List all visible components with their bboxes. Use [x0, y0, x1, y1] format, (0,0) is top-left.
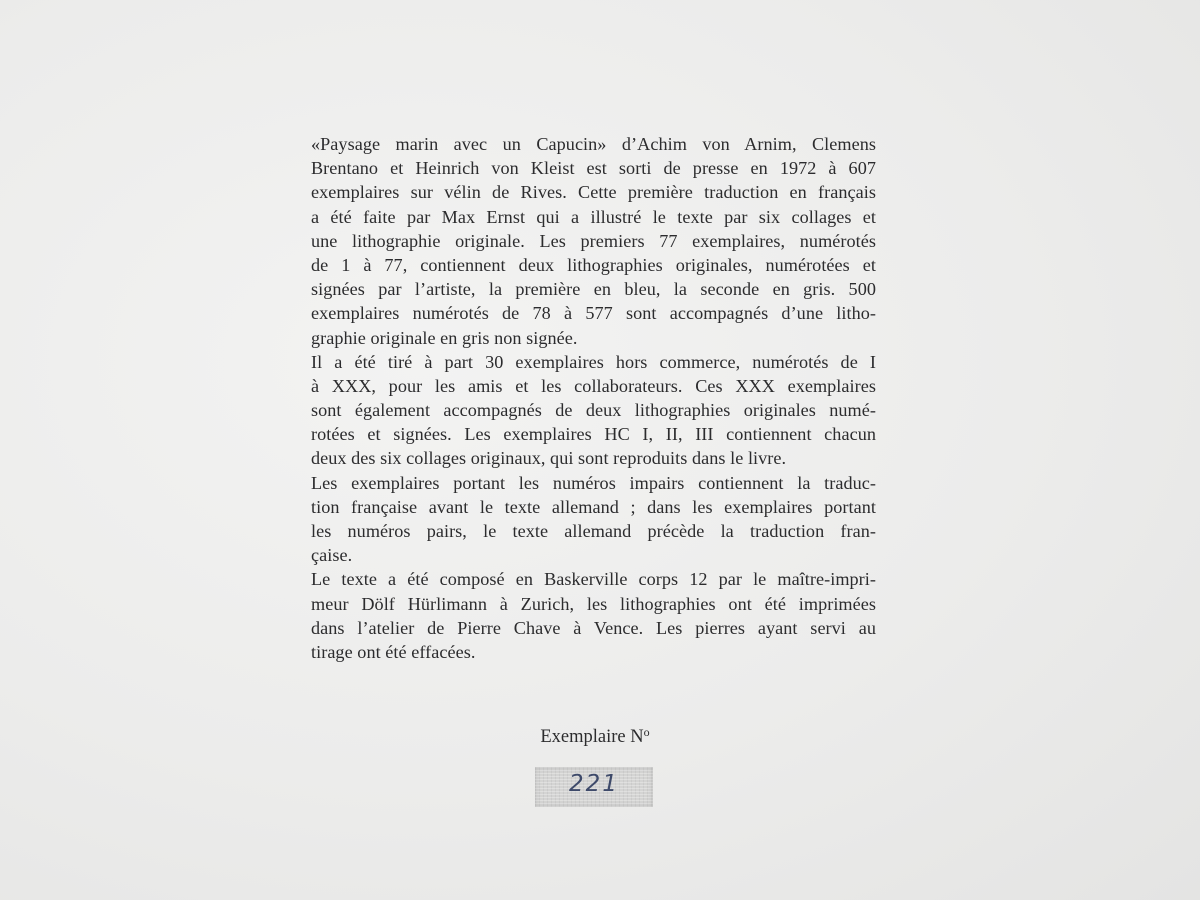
colophon-line: Les exemplaires portant les numéros impairs contiennent la traduc-: [311, 472, 876, 493]
colophon-line: rotées et signées. Les exemplaires HC I, II, III contiennent chacun: [311, 424, 876, 445]
colophon-line: sont également accompagnés de deux lithographies originales numé-: [311, 400, 876, 421]
colophon-line: meur Dölf Hürlimann à Zurich, les lithographies ont été imprimées: [311, 593, 876, 614]
colophon-line: a été faite par Max Ernst qui a illustré le texte par six collages et: [311, 206, 876, 227]
colophon-line: dans l’atelier de Pierre Chave à Vence. Les pierres ayant servi au: [311, 617, 876, 638]
copy-number-stamp: [535, 767, 653, 807]
colophon-line: de 1 à 77, contiennent deux lithographies originales, numérotées et: [311, 254, 876, 275]
copy-number-label: [0, 720, 1190, 749]
colophon-line: exemplaires numérotés de 78 à 577 sont accompagnés d’une litho-: [311, 303, 876, 324]
colophon-line: deux des six collages originaux, qui sont reproduits dans le livre.: [311, 448, 787, 469]
colophon-text: [311, 132, 876, 664]
copy-number-value: 221: [569, 771, 619, 797]
colophon-line: Il a été tiré à part 30 exemplaires hors commerce, numérotés de I: [311, 351, 876, 372]
colophon-line: signées par l’artiste, la première en bleu, la seconde en gris. 500: [311, 279, 876, 300]
colophon-line: Le texte a été composé en Baskerville corps 12 par le maître-impri-: [311, 569, 876, 590]
colophon-line: tirage ont été effacées.: [311, 641, 476, 662]
copy-number-label-superscript: o: [643, 725, 650, 739]
colophon-line: à XXX, pour les amis et les collaborateurs. Ces XXX exemplaires: [311, 375, 876, 396]
colophon-line: les numéros pairs, le texte allemand précède la traduction fran-: [311, 521, 876, 541]
colophon-line: «Paysage marin avec un Capucin» d’Achim von Arnim, Clemens: [311, 134, 876, 154]
colophon-line: çaise.: [311, 545, 353, 566]
colophon-line: Brentano et Heinrich von Kleist est sorti de presse en 1972 à 607: [311, 158, 876, 179]
colophon-line: exemplaires sur vélin de Rives. Cette première traduction en français: [311, 182, 876, 203]
colophon-line: une lithographie originale. Les premiers 77 exemplaires, numérotés: [311, 230, 876, 251]
colophon-line: tion française avant le texte allemand ; dans les exemplaires portant: [311, 496, 876, 517]
copy-number-label-text: Exemplaire N: [540, 727, 644, 747]
colophon-line: graphie originale en gris non signée.: [311, 327, 578, 348]
